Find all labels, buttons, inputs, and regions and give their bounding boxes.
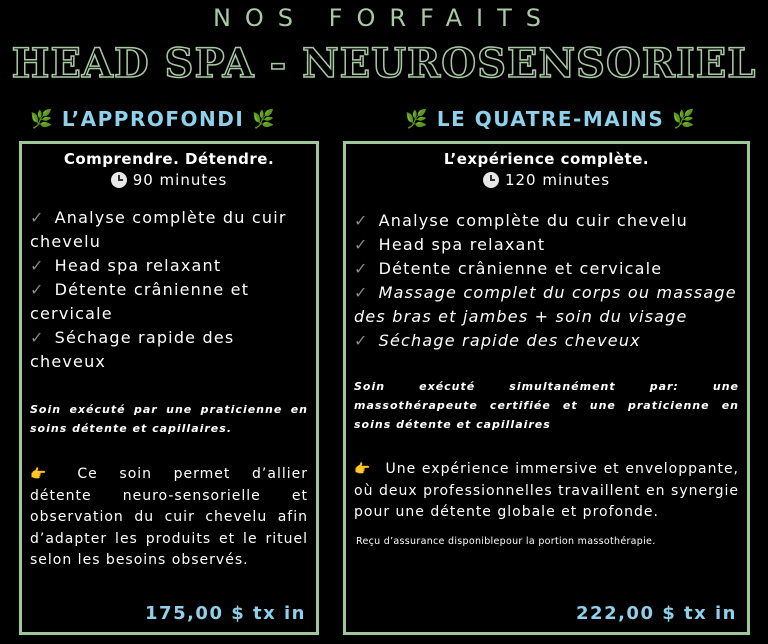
- herb-icon: 🌿: [672, 108, 697, 130]
- package-name-left: L’APPROFONDI: [61, 107, 245, 131]
- clock-icon: [483, 172, 499, 188]
- duration-value: 120 minutes: [504, 171, 611, 189]
- check-icon: ✓: [30, 256, 45, 275]
- check-icon: ✓: [354, 259, 369, 278]
- package-heading-left: [30, 107, 276, 131]
- check-icon: ✓: [354, 283, 369, 302]
- section-subtitle: NOS FORFAITS: [212, 4, 556, 32]
- duration-value: 90 minutes: [132, 171, 228, 189]
- card-tagline: L’expérience complète.: [443, 150, 650, 168]
- check-icon: ✓: [354, 235, 369, 254]
- package-name-right: LE QUATRE-MAINS: [436, 107, 665, 131]
- check-icon: ✓: [354, 331, 369, 350]
- check-icon: ✓: [30, 208, 45, 227]
- herb-icon: 🌿: [30, 108, 54, 130]
- feature-list: [22, 206, 316, 374]
- pointing-hand-icon: 👉: [354, 462, 372, 477]
- practitioner-note: Soin exécuté simultanément par: une massothérapeute certifiée et une praticienne en soins détente et capillaires: [354, 380, 739, 431]
- card-duration: [346, 171, 747, 189]
- herb-icon: 🌿: [405, 108, 429, 130]
- feature-item: ✓ Massage complet du corps ou massage des bras et jambes + soin du visage: [354, 283, 737, 326]
- package-description: 👉 Une expérience immersive et enveloppante, où deux professionnelles travaillent en synergie pour une détente globale et profonde.: [354, 461, 740, 520]
- package-card-left: [19, 141, 319, 635]
- check-icon: ✓: [354, 211, 369, 230]
- clock-icon: [111, 172, 127, 188]
- package-card-right: [343, 141, 750, 635]
- check-icon: ✓: [30, 328, 45, 347]
- practitioner-note: Soin exécuté par une praticienne en soins détente et capillaires.: [30, 403, 308, 435]
- check-icon: ✓: [30, 280, 45, 299]
- feature-item: ✓ Head spa relaxant: [354, 235, 546, 254]
- feature-item: ✓ Analyse complète du cuir chevelu: [30, 208, 287, 251]
- feature-item: ✓ Séchage rapide des cheveux: [354, 331, 641, 350]
- feature-item: ✓ Head spa relaxant: [30, 256, 222, 275]
- insurance-note: Reçu d’assurance disponiblepour la portion massothérapie.: [356, 535, 656, 547]
- package-heading-right: [405, 107, 696, 131]
- feature-item: ✓ Détente crânienne et cervicale: [354, 259, 663, 278]
- package-description: 👉 Ce soin permet d’allier détente neuro-sensorielle et observation du cuir chevelu afin d’adapter les produits et le rituel selon les besoins observés.: [30, 466, 308, 568]
- feature-item: ✓ Analyse complète du cuir chevelu: [354, 211, 689, 230]
- package-price: 222,00 $ tx in: [576, 603, 737, 624]
- card-tagline: Comprendre. Détendre.: [63, 150, 275, 168]
- package-price: 175,00 $ tx in: [145, 603, 306, 624]
- feature-item: ✓ Détente crânienne et cervicale: [30, 280, 250, 323]
- feature-list: [346, 209, 747, 353]
- page-title: HEAD SPA - NEUROSENSORIEL: [11, 40, 757, 87]
- card-duration: [22, 171, 316, 189]
- pointing-hand-icon: 👉: [30, 467, 64, 482]
- feature-item: ✓ Séchage rapide des cheveux: [30, 328, 235, 371]
- herb-icon: 🌿: [252, 108, 277, 130]
